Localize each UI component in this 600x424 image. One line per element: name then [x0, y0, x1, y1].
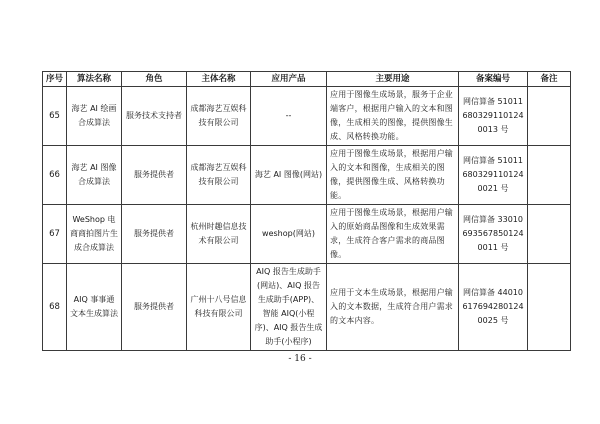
cell-record: 网信算备 440106176942801240025 号	[459, 264, 528, 351]
cell-entity: 成都海艺互娱科技有限公司	[187, 146, 251, 205]
cell-record: 网信算备 510116803291101240021 号	[459, 146, 528, 205]
cell-product: --	[251, 87, 327, 146]
cell-seq: 68	[43, 264, 67, 351]
cell-purpose: 应用于图像生成场景，服务于企业端客户，根据用户输入的文本和图像，生成相关的图像，提供图像生成、风格转换功能。	[327, 87, 459, 146]
header-seq: 序号	[43, 72, 67, 87]
cell-purpose: 应用于文本生成场景，根据用户输入的文本数据，生成符合用户需求的文本内容。	[327, 264, 459, 351]
header-entity: 主体名称	[187, 72, 251, 87]
cell-product: AIQ 报告生成助手(网站)、AIQ 报告生成助手(APP)、智能 AIQ(小程序)、AIQ 报告生成助手(小程序)	[251, 264, 327, 351]
cell-role: 服务提供者	[122, 205, 187, 264]
cell-note	[528, 205, 571, 264]
cell-purpose: 应用于图像生成场景，根据用户输入的原始商品图像和生成效果需求，生成符合客户需求的商品图像。	[327, 205, 459, 264]
cell-purpose: 应用于图像生成场景，根据用户输入的文本和图像，生成相关的图像，提供图像生成、风格转换功能。	[327, 146, 459, 205]
header-product: 应用产品	[251, 72, 327, 87]
cell-role: 服务技术支持者	[122, 87, 187, 146]
cell-product: 海艺 AI 图像(网站)	[251, 146, 327, 205]
cell-algorithm: AIQ 事事通文本生成算法	[67, 264, 122, 351]
cell-seq: 65	[43, 87, 67, 146]
cell-entity: 广州十八号信息科技有限公司	[187, 264, 251, 351]
header-record: 备案编号	[459, 72, 528, 87]
algorithm-registry-table	[42, 71, 571, 351]
cell-record: 网信算备 330106935678501240011 号	[459, 205, 528, 264]
table-header-row	[43, 72, 571, 87]
table-row	[43, 264, 571, 351]
cell-note	[528, 146, 571, 205]
cell-role: 服务提供者	[122, 146, 187, 205]
cell-algorithm: WeShop 电商商拍图片生成合成算法	[67, 205, 122, 264]
header-purpose: 主要用途	[327, 72, 459, 87]
cell-note	[528, 264, 571, 351]
cell-role: 服务提供者	[122, 264, 187, 351]
header-algorithm: 算法名称	[67, 72, 122, 87]
header-note: 备注	[528, 72, 571, 87]
cell-entity: 杭州时趣信息技术有限公司	[187, 205, 251, 264]
cell-seq: 67	[43, 205, 67, 264]
header-role: 角色	[122, 72, 187, 87]
page-number: - 16 -	[288, 354, 312, 364]
table-row	[43, 205, 571, 264]
cell-seq: 66	[43, 146, 67, 205]
cell-record: 网信算备 510116803291101240013 号	[459, 87, 528, 146]
cell-algorithm: 海艺 AI 图像合成算法	[67, 146, 122, 205]
cell-note	[528, 87, 571, 146]
cell-product: weshop(网站)	[251, 205, 327, 264]
cell-entity: 成都海艺互娱科技有限公司	[187, 87, 251, 146]
table-row	[43, 146, 571, 205]
cell-algorithm: 海艺 AI 绘画合成算法	[67, 87, 122, 146]
table-row	[43, 87, 571, 146]
